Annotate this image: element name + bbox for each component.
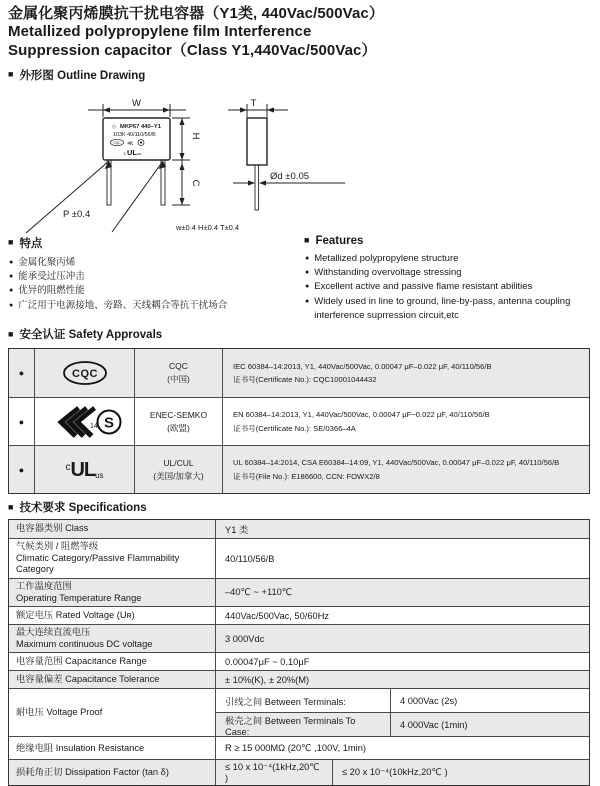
body-rating-text: 103K 40/110/56/B bbox=[113, 131, 156, 138]
feature-item: ● Widely used in line to ground, line-by-pass, antenna coupling interference suprression circuit,etc bbox=[305, 295, 590, 324]
spec-row-climatic bbox=[9, 538, 589, 578]
features-section bbox=[8, 235, 590, 323]
spec-value: 40/110/56/B bbox=[225, 553, 275, 564]
outline-drawing-svg bbox=[8, 90, 590, 232]
bullet-icon: ● bbox=[305, 269, 310, 277]
square-bullet-icon: ■ bbox=[8, 501, 14, 512]
spec-value: R ≥ 15 000MΩ (20℃ ,100V, 1min) bbox=[225, 742, 367, 753]
bullet-icon: ● bbox=[9, 287, 14, 295]
cert-standard: IEC 60384–14:2013, Y1, 440Vac/500Vac, 0.00047 μF–0.022 μF, 40/110/56/B bbox=[233, 361, 492, 371]
cert-name: UL/CUL bbox=[163, 457, 194, 468]
square-bullet-icon: ■ bbox=[8, 237, 14, 248]
section-heading-safety-label: 安全认证 Safety Approvals bbox=[19, 329, 163, 342]
dimension-label-p: P ±0.4 bbox=[63, 208, 91, 220]
safety-approvals-table bbox=[8, 348, 590, 494]
spec-value-10khz: ≤ 20 x 10⁻⁴(10kHz,20℃ ) bbox=[342, 767, 448, 778]
cert-name-cell bbox=[135, 446, 223, 493]
dimension-label-h: H bbox=[190, 132, 201, 140]
page-title-en-line1: Metallized polypropylene film Interference bbox=[8, 23, 312, 41]
spec-label: 气候类别 / 阻燃等级 Climatic Category/Passive Flammability Category bbox=[9, 539, 216, 578]
spec-row-voltage-proof bbox=[9, 688, 589, 736]
cert-number: 证书号(Certificate No.): CQC10001044432 bbox=[233, 375, 377, 385]
feature-item: ● 能承受过压冲击 bbox=[9, 270, 304, 284]
cert-name-cell bbox=[135, 349, 223, 397]
spec-value: –40℃ ~ +110℃ bbox=[225, 587, 293, 598]
front-view bbox=[26, 104, 190, 233]
spec-label: 最大连续直流电压 Maximum continuous DC voltage bbox=[9, 625, 216, 652]
square-bullet-icon: ■ bbox=[8, 328, 14, 339]
features-column-cn bbox=[8, 235, 304, 323]
body-cul-us: us bbox=[137, 150, 142, 156]
dimension-label-w: W bbox=[132, 97, 141, 109]
bullet-icon: ● bbox=[305, 254, 310, 262]
features-column-en bbox=[304, 235, 590, 323]
section-heading-safety bbox=[8, 326, 590, 342]
cert-region: (欧盟) bbox=[167, 422, 190, 433]
feature-item: ● 广泛用于电源接地、旁路、天线耦合等抗干扰场合 bbox=[9, 299, 304, 313]
cul-logo-icon: c UL us bbox=[35, 446, 135, 493]
section-heading-features-cn-label: 特点 bbox=[19, 237, 43, 250]
section-heading-features-en-label: Features bbox=[315, 234, 364, 247]
outline-drawing bbox=[8, 90, 590, 232]
spec-label: 电容量范围 Capacitance Range bbox=[9, 653, 216, 670]
specifications-table bbox=[8, 519, 590, 786]
bullet-icon: ● bbox=[9, 301, 14, 309]
spec-value-1khz: ≤ 10 x 10⁻⁴(1kHz,20℃ ) bbox=[216, 760, 333, 785]
bullet-icon: ● bbox=[305, 283, 310, 291]
dimension-label-c: C bbox=[190, 179, 201, 187]
front-body-printing bbox=[111, 124, 162, 157]
body-enec-mark-icon: ≪ bbox=[127, 140, 134, 147]
spec-sublabel: 引线之间 Between Terminals: bbox=[216, 689, 391, 712]
body-cul-ul: UL bbox=[127, 147, 137, 157]
section-heading-specs-label: 技术要求 Specifications bbox=[19, 502, 147, 515]
cert-detail-cell bbox=[223, 349, 589, 397]
side-view bbox=[228, 104, 345, 210]
feature-list-en bbox=[305, 252, 590, 323]
voltage-proof-subtable bbox=[216, 689, 589, 736]
spec-row-temperature bbox=[9, 578, 589, 606]
spec-label: 电容器类别 Class bbox=[9, 520, 216, 538]
spec-sublabel: 极壳之间 Between Terminals To Case: bbox=[216, 713, 391, 736]
spec-row-max-dc bbox=[9, 624, 589, 652]
bullet-icon: ● bbox=[305, 297, 310, 305]
feature-item: ● Withstanding overvoltage stressing bbox=[305, 266, 590, 280]
row-dot-icon: ● bbox=[9, 349, 35, 397]
dimension-label-d: Ød ±0.05 bbox=[270, 170, 310, 182]
cert-detail-cell bbox=[223, 398, 589, 445]
spec-value: 3 000Vdc bbox=[225, 633, 265, 644]
page-title-cn: 金属化聚丙烯膜抗干扰电容器（Y1类, 440Vac/500Vac） bbox=[8, 5, 384, 22]
row-dot-icon: ● bbox=[9, 398, 35, 445]
cert-region: (美国/加拿大) bbox=[153, 470, 204, 481]
spec-value: 0.00047μF ~ 0.10μF bbox=[225, 656, 310, 667]
section-heading-specs bbox=[8, 499, 590, 515]
enec-semko-logo-icon bbox=[35, 398, 135, 445]
bullet-icon: ● bbox=[9, 258, 14, 266]
mkp-diamond-logo-icon: ◇ bbox=[112, 123, 117, 130]
spec-label: 耐电压 Voltage Proof bbox=[9, 689, 216, 736]
semko-s-letter: S bbox=[103, 414, 114, 432]
section-heading-outline-label: 外形图 Outline Drawing bbox=[19, 69, 146, 82]
spec-label: 绝缘电阻 Insulation Resistance bbox=[9, 737, 216, 759]
cert-name: CQC bbox=[169, 361, 188, 372]
spec-label: 工作温度范围 Operating Temperature Range bbox=[9, 579, 216, 606]
spec-value: 440Vac/500Vac, 50/60Hz bbox=[225, 610, 330, 621]
section-heading-features-en bbox=[304, 235, 590, 247]
section-heading-features-cn bbox=[8, 235, 304, 251]
table-row-cqc bbox=[9, 349, 589, 397]
bullet-icon: ● bbox=[9, 273, 14, 281]
spec-row-capacitance-range bbox=[9, 652, 589, 670]
table-row-enec bbox=[9, 397, 589, 445]
svg-text:CQC: CQC bbox=[71, 368, 98, 381]
cert-number: 证书号(Certificate No.): SE/0366–4A bbox=[233, 423, 356, 433]
square-bullet-icon: ■ bbox=[304, 235, 310, 246]
spec-row-insulation bbox=[9, 736, 589, 759]
cert-name: ENEC-SEMKO bbox=[149, 409, 208, 420]
spec-row-class bbox=[9, 520, 589, 538]
cert-detail-cell bbox=[223, 446, 589, 493]
feature-list-cn bbox=[9, 256, 304, 313]
body-cqc-text: CQC bbox=[113, 140, 121, 145]
spec-row-tolerance bbox=[9, 670, 589, 688]
square-bullet-icon: ■ bbox=[8, 69, 14, 80]
feature-item: ● Metallized polypropylene structure bbox=[305, 252, 590, 266]
spec-label: 额定电压 Rated Voltage (Uʀ) bbox=[9, 607, 216, 624]
cert-region: (中国) bbox=[167, 374, 190, 385]
spec-value: Y1 类 bbox=[225, 525, 249, 536]
cert-number: 证书号(File No.): E186600, CCN: FOWX2/8 bbox=[233, 471, 380, 481]
enec-number: 14 bbox=[89, 422, 98, 430]
table-row-ul bbox=[9, 445, 589, 493]
page-title-en-line2: Suppression capacitor（Class Y1,440Vac/500Vac） bbox=[8, 41, 377, 59]
feature-item: ● 金属化聚丙烯 bbox=[9, 256, 304, 270]
feature-item: ● Excellent active and passive flame resistant abilities bbox=[305, 280, 590, 294]
cert-name-cell bbox=[135, 398, 223, 445]
feature-item: ● 优异的阻燃性能 bbox=[9, 284, 304, 298]
section-heading-outline bbox=[8, 67, 590, 83]
cert-standard: EN 60384–14:2013, Y1, 440Vac/500Vac, 0.00047 μF~0.022 μF, 40/110/56/B bbox=[233, 410, 490, 420]
spec-value: ± 10%(K), ± 20%(M) bbox=[225, 674, 310, 685]
cqc-logo-icon bbox=[35, 349, 135, 397]
body-type-text: MKP67 440–Y1 bbox=[120, 123, 161, 130]
spec-label: 电容量偏差 Capacitance Tolerance bbox=[9, 671, 216, 688]
spec-row-dissipation bbox=[9, 759, 589, 785]
tolerance-note: w±0.4 H±0.4 T±0.4 bbox=[176, 222, 240, 232]
spec-subrow bbox=[216, 689, 589, 712]
dimension-label-t: T bbox=[250, 97, 257, 109]
spec-label: 损耗角正切 Dissipation Factor (tan δ) bbox=[9, 760, 216, 785]
body-cul-c: c bbox=[123, 150, 126, 156]
spec-subvalue: 4 000Vac (1min) bbox=[400, 719, 468, 730]
spec-subrow bbox=[216, 712, 589, 736]
spec-row-rated-voltage bbox=[9, 606, 589, 624]
spec-subvalue: 4 000Vac (2s) bbox=[400, 695, 458, 706]
cert-standard: UL 60384–14:2014, CSA E60384–14:09, Y1, 440Vac/500Vac, 0.00047 μF–0.022 μF, 40/110/56/B bbox=[233, 458, 560, 468]
row-dot-icon: ● bbox=[9, 446, 35, 493]
